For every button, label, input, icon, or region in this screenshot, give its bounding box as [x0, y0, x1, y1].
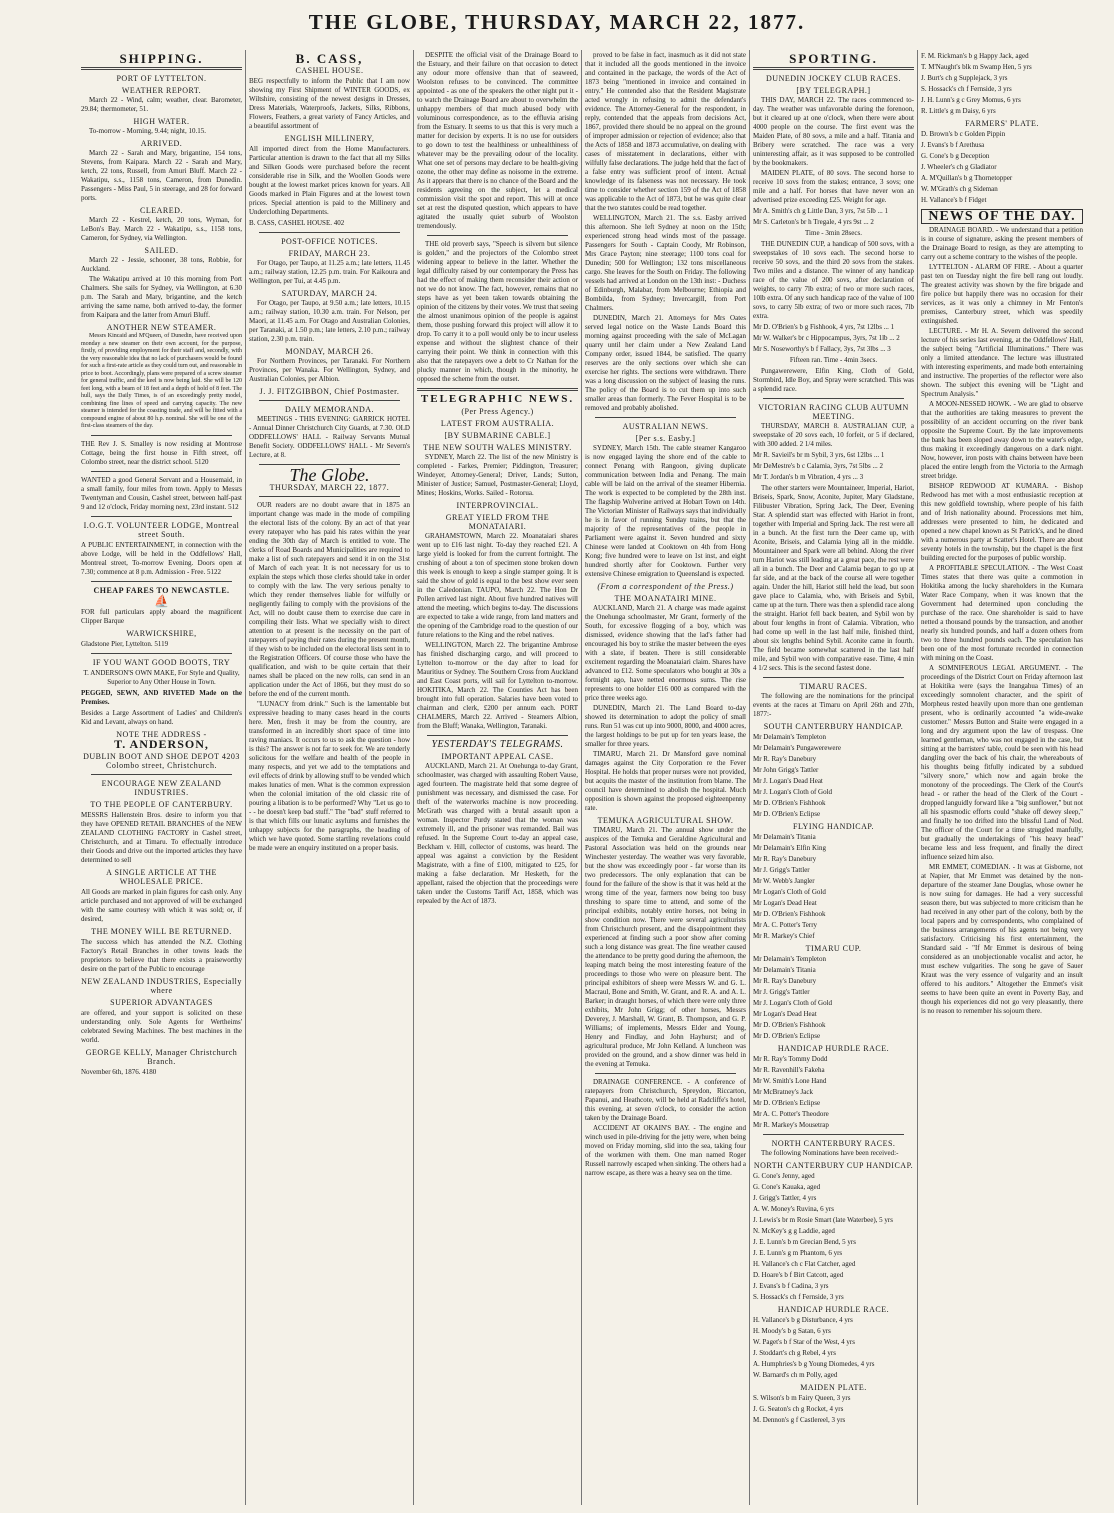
lunacy-article: "LUNACY from drink." Such is the lamentable but expressive heading to many cases heard in the courts here. Men, fresh it may be from the country, are transformed in an incredibly short space of time into raving maniacs. It occurs to us to ask the question - how is this? The answer is not far to seek for. We are tenderly solicitous for the welfare and health of the people in many respects, and yet we add to the temptations and evil effects of drink by allowing stuff to be vended which makes lunatics of men. What is the common expression when the colonial imitation of the old classic rite of pouring a libation is to be performed? Why "Let us go to - - he doesn't keep bad stuff." The "bad" stuff referred to is that which fills our lunatic asylums and furnishes the unhappy subjects for the paragraphs, the heading of which we have quoted. Some startling revelations could be made were an enquiry instituted on a proper basis. — [249, 700, 410, 852]
single-article: A SINGLE ARTICLE AT THE WHOLESALE PRICE. — [106, 867, 217, 886]
farmers-plate-list — [921, 130, 1083, 205]
cup-scratched: Pungawerewere, Elfin King, Cloth of Gold, Stormbird, Idle Boy, and Spray were scratched. This was a splendid race. — [753, 367, 914, 393]
kelly-date: November 6th, 1876. — [81, 1067, 141, 1076]
north-canterbury-text: The following Nominations have been received:- — [761, 1149, 899, 1157]
list-item: Mr W. Smith's Lone Hand — [753, 1077, 827, 1085]
list-item: Mr W. Webb's Jangler — [753, 877, 815, 885]
moanataiari-heading: THE MOANATAIRI MINE. — [614, 594, 717, 603]
list-item: Mr Delamain's Templeton — [753, 955, 826, 963]
timaru-nominations: The following are the nominations for the principal events at the races at Timaru on April 26th and 27th, 1877:- — [753, 692, 914, 718]
djc-text: THIS DAY, MARCH 22. The races commenced to-day. The weather was unfavorable during the forenoon, but it cleared up at one o'clock, when there were about 4000 people on the course. The first event was the Maiden Plate, of 80 sovs, a mile and a half. Titania and Bribery were scratched. The race was a very uninteresting affair, as it was supposed to be controlled by the bookmakers. — [753, 96, 914, 167]
fares-ship: WARWICKSHIRE, — [126, 628, 197, 638]
list-item: Mr D. O'Brien's Fishhook — [753, 910, 826, 918]
boots-text: T. ANDERSON'S OWN MAKE, For Style and Quality, Superior to Any Other House in Town. — [83, 668, 240, 686]
divider — [91, 516, 232, 517]
list-item: Mr J. Grigg's Tattler — [753, 988, 810, 996]
list-item: Mr John Grigg's Tattler — [753, 766, 819, 774]
fares-addr-line — [81, 640, 242, 649]
result-time: Fifteen ran. Time - 4min 3secs. — [789, 356, 878, 364]
post-mon: For Northern Provinces, per Taranaki. For Northern Provinces, per Wanaka. For Wellington, Sydney, and Australian Colonies, per Albion. — [249, 357, 410, 383]
column-5 — [750, 50, 918, 1505]
sailed-heading: SAILED. — [144, 246, 179, 255]
news-item: MR EMMET, COMEDIAN. - It was at Gisborne, not at Napier, that Mr Emmet was detained by the non-departure of the steamer Jane Douglas, whose owner he is now suing for damages. He had a very successful season there, but was subjected to more criticism than he had received in any other part of the colony, both by the local papers and by correspondents, who complained of the business arrangements of his agents not being very satisfactory. Criticising his first entertainment, the Standard said - "If Mr Emmet is desirous of being considered as an unobjectionable vocalist and actor, he must eschew vulgarities. The song he gave of Sauer Kraut was the very essence of vulgarity and an insult offered to his auditors." Altogether the Emmet's visit seems to have been quite an event in Poverty Bay, and though his experiences did not go very pleasantly, there is no reason to remember his sojourn there. — [921, 863, 1083, 1015]
list-item: N. McKey's g g Laddie, aged — [753, 1227, 835, 1235]
appeal-heading: IMPORTANT APPEAL CASE. — [441, 752, 554, 761]
news-item: LYTTELTON - ALARM OF FIRE. - About a quarter past ten on Tuesday night the fire bell rang out loudly. The greatest activity was shown by the fire brigade and fire police but happily there was no occasion for their services, as it was only a chimney in Mr Fenton's premises, Canterbury street, which was speedily extinguished. — [921, 263, 1083, 325]
boots-text-2: Besides a Large Assortment of Ladies' and Children's Kid and Levant, always on hand. — [81, 708, 242, 726]
list-item: Mr R. Markey's Chief — [753, 932, 815, 940]
divider — [91, 471, 232, 472]
moanataiari-text: AUCKLAND, March 21. A charge was made against the Onehunga schoolmaster, Mr Grant, formerly of the South, for excessive flogging of a boy, which was dismissed, evidence showing that the lad's father had encouraged his boy to strike the master between the eyes with a slate, if beaten. There is still considerable excitement regarding the Moanataiari claim. Shares have advanced to £12. Some speculators who bought at 30s a fortnight ago, have netted enormous sums. The rise represents to one holder £16 000 as compared with the price three weeks ago. — [585, 604, 746, 702]
flying-list — [753, 833, 914, 941]
list-item: J. Evans's b f Arethusa — [921, 141, 985, 149]
vrc-text-2: The other starters were Mountaineer, Imperial, Hariot, Briseis, Spark, Snow, Aconite, Jupiter, Mary Gladstane, Filibuster Vibration, Spring Jack, The Deer, Evening Star. A splendid start was effected with Hariot in front, together with Imperial and Spring Jack. The rest were all in a bunch. At the first turn the Deer came up, with Aconite, Briseis, and Calamia lying all in the middle. Mountaineer and Spark were all behind. Along the river turn Hariot was still leading at a great pace, the rest were all in a bunch. The Deer and Calamia began to go up at far side, and at the back of the course all were together again. Under the hill, Hariot still held the lead, but soon gave place to Calamia, who, with Briseis and Sybil, came up at the turn. There was then a splendid race along the straight. Hariot fell back beaten, and Sybil won by about four lengths in front of Calamia. Vibration, who had come up well in the last half mile, finished third, about six lengths behind Sybil. Aconite came in fourth. The field became somewhat scattered in the last half mile, and Sybil won with comparative ease. Time, 4 min 4 1/2 secs. This is the second fastest done. — [753, 484, 914, 672]
list-item: W. Paget's b f Star of the West, 4 yrs — [753, 1338, 855, 1346]
list-item: Mr R. Ray's Danebury — [753, 855, 817, 863]
news-item: A PROFITABLE SPECULATION. - The West Coast Times states that there was quite a commotion in Hokitika among the lucky shareholders in the Kumara Water Race Company, when it was known that the Government had determined upon concluding the purchase of the race. One shareholder is said to have netted a thousand pounds by the transaction, and another nearly six hundred pounds, and half a dozen others from two to three hundred pounds each. The speculation has been one of the most fortunate recorded in connection with mining on the Coast. — [921, 564, 1083, 662]
timaru-text: TIMARU, March 21. Dr Mansford gave nominal damages against the City Corporation re the Fever Hospital. He holds that proper nurses were not provided, but acquits the master of the institution from blame. The council have determined to abolish the hospital. Much opposition is shown against the proposed eighteenpenny rate. — [585, 750, 746, 812]
list-item: Mr R. Ravenhill's Fakeha — [753, 1066, 825, 1074]
list-item: D. Brown's b c Golden Pippin — [921, 130, 1006, 138]
list-item: Mr R. Ray's Danebury — [753, 977, 817, 985]
masthead-title: THE GLOBE, THURSDAY, MARCH 22, 1877. — [308, 10, 806, 34]
divider — [81, 67, 242, 70]
list-item: G. Cone's b g Deception — [921, 152, 990, 160]
hhr-list — [753, 1316, 914, 1380]
news-of-day-heading: NEWS OF THE DAY. — [921, 209, 1083, 224]
fares-text: FOR full particulars apply aboard the magnificent Clipper Barque — [81, 607, 242, 625]
cass-text: BEG respectfully to inform the Public that I am now showing my First Shipment of WINTER GOODS, ex Wiltshire, consisting of the newest designs in Dresses, Dress Materials, Waterproofs, Jackets, Silks, Ribbons, Flowers, Feathers, a great variety of Fancy Articles, and a beautiful assortment of — [249, 77, 410, 130]
post-fri-heading: FRIDAY, MARCH 23. — [288, 249, 371, 258]
list-item: Mr J. Logan's Cloth of Gold — [753, 788, 833, 796]
dunedin-cup: THE DUNEDIN CUP, a handicap of 500 sovs, with a sweepstakes of 10 sovs each. The second horse to receive 50 sovs, and the third 20 sovs from the stakes. Two miles and a distance. The winner of any handicap race of the value of 200 sovs, after declaration of weights, to carry 7lb extra; of two or more such races, 10lb extra. Of any such handicap race of the value of 100 sovs, to carry 5lb extra; of two or more such races, 7lb extra. — [753, 240, 914, 320]
sch-heading: SOUTH CANTERBURY HANDICAP. — [763, 722, 904, 731]
list-item: M. Dennon's g f Castlereel, 3 yrs — [753, 1416, 846, 1424]
list-item: Mr Delamain's Pungawerewere — [753, 744, 841, 752]
list-item: J. Grigg's Tattler, 4 yrs — [753, 1194, 817, 1202]
latest-heading: LATEST FROM AUSTRALIA. — [440, 419, 555, 428]
postmaster: J. J. FITZGIBBON, Chief Postmaster. — [259, 387, 400, 396]
list-item: W. Barnard's ch m Polly, aged — [753, 1371, 838, 1379]
list-item: Mr Delamain's Templeton — [753, 733, 826, 741]
result-line: Mr S. Carleton's br h Tregale, 4 yrs 9st ... 2 — [753, 218, 874, 226]
divider — [91, 435, 232, 436]
anderson-name: T. ANDERSON, — [114, 736, 209, 751]
encourage-heading: ENCOURAGE NEW ZEALAND INDUSTRIES. — [101, 778, 222, 797]
list-item: J. Wheeler's ch g Gladiator — [921, 163, 997, 171]
list-item: W. M'Grath's ch g Sideman — [921, 185, 998, 193]
divider — [753, 67, 914, 70]
mp-list — [753, 1394, 914, 1425]
flying-heading: FLYING HANDICAP. — [793, 822, 874, 831]
dunedin-2: DUNEDIN, March 21. The Land Board to-day showed its determination to adopt the policy of small runs. Run 51 was cut up into 9000, 8000, and 4000 acres, the largest holdings to be put up for ten years lease, the smaller for three years. — [585, 704, 746, 748]
list-item: J. E. Lunn's b m Grecian Bend, 5 yrs — [753, 1238, 856, 1246]
telegraphic-heading: TELEGRAPHIC NEWS. — [420, 393, 575, 405]
ministry-text: SYDNEY, March 22. The list of the new Ministry is completed - Farkes, Premier; Piddington, Treasurer; Windeyer, Attorney-General; Driver, Lands; Sutton, Minister of Justice; Samuel, Postmaster-General; Lloyd, Mines; Hoskins, Works. Sailed - Rotorua. — [417, 453, 578, 497]
divider — [595, 1073, 736, 1074]
news-item: A MOON-NESSED HOWK. - We are glad to observe that the authorities are taking measures to prevent the possibility of an accident occurring on the river bank opposite the Supreme Court. By the late improvements the bank has been sloped away down to the water's edge, thus making it exceedingly dangerous on a dark night. Now, however, iron posts with chains between have been placed the entire length from the Victoria to the Armagh street bridge. — [921, 400, 1083, 480]
list-item: H. Vallance's b g Disturbance, 4 yrs — [753, 1316, 853, 1324]
result-line: Mr T. Jordan's b m Vibration, 4 yrs ... 3 — [753, 473, 864, 481]
yield-text: GRAHAMSTOWN, March 22. Moanataiari shares went up to £16 last night. To-day they reached £21. A large yield is looked for from the current fortnight. The crushing of about a ton of specimen stone broken down this week is enough to keep a single stamper going. It is said the show of gold is equal to the best show ever seen in the Caledonian. TAUPO, March 22. The Hon Dr Pollen arrived last night. About five hundred natives will attend the meeting, which begins to-day. The discussions are expected to take a wide range, from land matters and the opening of the Cambridge road to the question of our future relations to the King and the rebel natives. — [417, 532, 578, 639]
kelly-date-line — [81, 1068, 242, 1077]
list-item: G. Cone's Jenny, aged — [753, 1172, 815, 1180]
cass-text-2: All imported direct from the Home Manufacturers. Particular attention is drawn to the fact that all my Silks and Silken Goods were purchased before the recent considerable rise in Silk, and the Woollen Goods were bought at the lowest market prices known for years. All Goods marked in Plain Figures and at the lowest town prices. Special attention is paid to the Millinery and Underclothing Departments. — [249, 145, 410, 216]
list-item: Mr R. Markey's Mousetrap — [753, 1121, 829, 1129]
result-line: Mr DeMestre's b c Calamia, 3yrs, 7st 5lbs ... 2 — [753, 462, 883, 470]
list-item: Mr D. O'Brien's Eclipse — [753, 1099, 821, 1107]
list-item: J. H. Lunn's g c Grey Momus, 6 yrs — [921, 96, 1021, 104]
vrc-heading: VICTORIAN RACING CLUB AUTUMN MEETING. — [758, 403, 909, 421]
interprovincial-heading: INTERPROVINCIAL. — [456, 501, 539, 510]
ad-number: 512 — [228, 502, 239, 511]
list-item: A. W. Money's Ruvina, 6 yrs — [753, 1205, 834, 1213]
list-item: A. M'Quillan's b g Thornetopper — [921, 174, 1013, 182]
wanted-text: WANTED a good General Servant and a Housemaid, in a small family, four miles from town. Apply to Messrs Twentyman and Cousin, Cashel street, between half-past 9 and 12 o'clock, Friday morning next, 23rd instant. — [81, 475, 242, 511]
djc-heading: DUNEDIN JOCKEY CLUB RACES. — [766, 74, 901, 83]
post-heading: POST-OFFICE NOTICES. — [281, 237, 378, 246]
people-text-3: The success which has attended the N.Z. Clothing Factory's Retail Branches in other towns leads the proprietors to believe that there exists a praiseworthy desire on the part of the Public to encourage — [81, 937, 242, 973]
wanted-ad — [81, 476, 242, 512]
result-line: Mr D. O'Brien's b g Fishhook, 4 yrs, 7st 12lbs ... 1 — [753, 323, 895, 331]
pegged-text: PEGGED, SEWN, AND RIVETED Made on the Premises. — [81, 688, 242, 706]
weather-text: March 22 - Wind, calm; weather, clear. Barometer, 29.84; thermometer, 51. — [81, 96, 242, 113]
people-text-4: are offered, and your support is solicited on these understanding only. Sole Agents for Wertheims' celebrated Sewing Machines. The best machines in the world. — [81, 1008, 242, 1044]
speech-article: THE old proverb says, "Speech is silvern but silence is golden," and the projectors of the Colombo street widening appear to believe in the latter. Whether the legal difficulty raised by our contemporary the Press has had the effect of making them reconsider their action or not we do not know. The fact, however, remains that no steps have as yet been taken towards obtaining the opinion of the citizens by their votes. We trust that seeing the almost unanimous opinion of the people is against them, those pushing forward this project will allow it to drop. To carry it to a poll would only be to incur useless expense and without the slightest chance of their carrying their point. We think in connection with this also that the ratepayers owe a debt to Cr Nathan for the plucky manner in which, though in the minority, he opposed the scheme from the outset. — [417, 240, 578, 383]
ministry-heading: THE NEW SOUTH WALES MINISTRY. — [423, 443, 572, 452]
okains-accident: ACCIDENT AT OKAIN'S BAY. - The engine and winch used in pile-driving for the jetty were, when being moved on Friday morning, slid into the sea, taking four of the workmen with them. One man named Roger Russell narrowly escaped when sinking. The others had a narrow escape, as there was a heavy sea on the time. — [585, 1124, 746, 1177]
anderson-address: DUBLIN BOOT AND SHOE DEPOT 4203 Colombo street, Christchurch. — [83, 751, 240, 770]
boots-heading: IF YOU WANT GOOD BOOTS, TRY — [92, 657, 231, 667]
divider — [259, 400, 400, 401]
ship-icon: ⛵ — [154, 593, 169, 608]
list-item: Mr Delamain's Elfin King — [753, 844, 826, 852]
people-text-2: All Goods are marked in plain figures for cash only. Any article purchased and not approved of will be exchanged with the same courtesy with which it was sold; or, if desired, — [81, 887, 242, 923]
high-water-heading: HIGH WATER. — [133, 117, 190, 126]
continued-list — [921, 52, 1083, 116]
list-item: S. Hossack's ch f Fernside, 3 yrs — [753, 1293, 844, 1301]
fares-heading: CHEAP FARES TO NEWCASTLE. — [93, 585, 230, 595]
sailed-text: March 22 - Jessie, schooner, 38 tons, Robbie, for Auckland. — [81, 256, 242, 273]
list-item: Mr A. C. Potter's Terry — [753, 921, 818, 929]
millinery: ENGLISH MILLINERY, — [284, 134, 375, 143]
telegraph-sub: [BY TELEGRAPH.] — [796, 86, 871, 95]
maiden-plate: MAIDEN PLATE, of 80 sovs. The second horse to receive 10 sovs from the stakes; entrance, 3 sovs; one mile and a half. For horses that have never won an advertised prize exceeding £25. Weight for age. — [753, 169, 914, 204]
timaru-cup-list — [753, 955, 914, 1041]
divider — [91, 774, 232, 775]
list-item: G. Cone's Kauaka, aged — [753, 1183, 821, 1191]
port-heading: PORT OF LYTTELTON. — [116, 74, 207, 83]
news-item: A SOMNIFEROUS LEGAL ARGUMENT. - The proceedings of the District Court on Friday afternoon last at Hokitika were (says the Inangahua Times) of an exceedingly somnolent character, and the spirit of Morpheus rested heavily upon more than one gentleman present, who is ordinarily accounted "a wide-awake customer." Messrs Button and Staite were engaged in a long and dry argument upon the law of trespass. One learned gentleman, who was not engaged in the case, but sitting at the barristers' table, could be seen with his head dangling over the back of his chair, the whereabouts of his thoughts being fitfully indicated by a subdued "silvery snore," which now and again broke the monotony of the proceedings. The Clerk of the Court's head - or rather the head of the Clerk of the Court - dropped languidly forward like a "big sunflower," but not all his spasmodic efforts could "shake off dewey sleep," and finally he too drifted into the blissful Land of Nod. The officer of the Court for a time struggled manfully, but gradually the undertakings of "his heavy head" became less and less frequent, and finally the direct influence seized him also. — [921, 664, 1083, 861]
post-fri: For Otago, per Taupo, at 11.25 a.m.; late letters, 11.45 a.m.; railway station, 12.25 p.m. train. For Kaikoura and Wellington, per Tui, at 4.45 p.m. — [249, 259, 410, 285]
note-heading: NOTE THE ADDRESS - — [116, 729, 207, 739]
list-item: Mr A. C. Potter's Theodore — [753, 1110, 829, 1118]
memo-heading: DAILY MEMORANDA. — [284, 405, 375, 414]
result-line: Mr W. Walker's br c Hippocampus, 3yrs, 7st 1lb ... 2 — [753, 334, 900, 342]
list-item: H. Vallance's b f Fidget — [921, 196, 987, 204]
hurdle-heading: HANDICAP HURDLE RACE. — [777, 1044, 890, 1053]
drainage-conference: DRAINAGE CONFERENCE. - A conference of ratepayers from Christchurch, Spreydon, Riccarton, Papanui, and Heathcote, will be held at Radcliffe's hotel, this evening, at seven o'clock, to consider the action taken by the Drainage Board. — [585, 1078, 746, 1122]
shipping-news: The Wakatipu arrived at 10 this morning from Port Chalmers. She sails for Sydney, via Wellington, at 6.30 p.m. The Sarah and Mary, brigantine, and the ketch arriving the same name, both arrived to-day, the former from Kaipara and the latter from Amuri Bluff. — [81, 275, 242, 319]
divider — [427, 235, 568, 236]
people-heading: TO THE PEOPLE OF CANTERBURY. — [90, 799, 233, 809]
column-1 — [78, 50, 246, 1505]
wellington-2: WELLINGTON, March 21. The s.s. Easby arrived this afternoon. She left Sydney at noon on the 15th; experienced strong head winds most of the passage. Passengers for South - Captain Coody, Mr Robinson, Mrs Grace Payton; nine steerage; 1100 tons coal for Dunedin; 500 for Wellington; 132 tons miscellaneous cargo. She leaves for the South on Friday. The following vessels had arrived at London on the 13th inst: - Duchess of Edinburgh, Malabar, from Melbourne; Ethiopia and Bombilda, from Sydney; Invercargill, from Port Chalmers. — [585, 214, 746, 312]
cass-heading: B. CASS, — [295, 51, 364, 66]
ad-number: 5119 — [154, 639, 169, 648]
list-item: F. M. Rickman's b g Happy Jack, aged — [921, 52, 1029, 60]
wellington-text: WELLINGTON, March 22. The brigantine Ambrose has finished discharging cargo, and will proceed to Lyttelton to-morrow or the day after to load for Mauritius or Sydney. The Southern Cross from Auckland and East Coast ports, will sail for Lyttelton to-morrow. HOKITIKA, March 22. The Counties Act has been brought into full operation. Salaries have been voted to chairman and clerk, £200 per annum each. PORT CHALMERS, March 22. Arrived - Steamers Albion, from the Bluff; Wanaka, Wellington, Taranaki. — [417, 641, 578, 730]
ncc-list — [753, 1172, 914, 1302]
list-item: T. M'Naught's blk m Swamp Hen, 5 yrs — [921, 63, 1032, 71]
temuka-heading: TEMUKA AGRICULTURAL SHOW. — [597, 816, 734, 825]
hurdle-list — [753, 1055, 914, 1130]
list-item: Mr D. O'Brien's Eclipse — [753, 810, 821, 818]
telegraphic-sub: (Per Press Agency.) — [461, 407, 534, 416]
ad-number: 5120 — [194, 457, 209, 466]
memo-text: MEETINGS - THIS EVENING: GARRICK HOTEL - Annual Dinner Christchurch City Guards, at 7.30. OLD ODDFELLOWS' HALL - Railway Servants Mutual Benefit Society. ODDFELLOWS' HALL - Mr Severn's Lecture, at 8. — [249, 415, 410, 459]
masthead — [0, 0, 1114, 44]
divider — [427, 735, 568, 736]
list-item: Mr R. Ray's Tommy Dodd — [753, 1055, 828, 1063]
list-item: J. Burt's ch g Supplejack, 3 yrs — [921, 74, 1008, 82]
weather-heading: WEATHER REPORT. — [121, 86, 202, 95]
list-item: Mr Logan's Cloth of Gold — [753, 888, 826, 896]
farmers-plate-heading: FARMERS' PLATE. — [965, 119, 1039, 128]
news-item: BISHOP REDWOOD AT KUMARA. - Bishop Redwood has met with a most enthusiastic reception at this new goldfield township, where people of his faith and of Irish nationality abound. Processions met him, addresses were presented to him, he dedicated and opened a new chapel known as St Patrick's, and he dined with a numerous party at Scatter's Hotel. There are about seventy hotels in the township, but the chapel is the first building erected for the purposes of public worship. — [921, 482, 1083, 562]
fares-address: Gladstone Pier, Lyttelton. — [81, 639, 153, 648]
list-item: R. Little's g m Daisy, 6 yrs — [921, 107, 996, 115]
list-item: Mr J. Logan's Cloth of Gold — [753, 999, 833, 1007]
people-text: MESSRS Hallenstein Bros. desire to inform you that they have OPENED RETAIL BRANCHES of the NEW ZEALAND CLOTHING FACTORY in Cashel street, Christchurch, and at Timaru. To effectually introduce their Goods and drive out the imported articles they have determined to sell — [81, 810, 242, 864]
sch-list — [753, 733, 914, 819]
result-time: Time - 3min 28secs. — [805, 229, 862, 237]
iogt-text: A PUBLIC ENTERTAINMENT, in connection with the above Lodge, will be held in the Oddfellows' Hall, Montreal street, To-morrow Evening. Doors open at 7.30; commence at 8 p.m. Admission - Free. — [81, 540, 242, 576]
drainage-article: DESPITE the official visit of the Drainage Board to the Estuary, and their failure on that occasion to detect any odour more offensive than that of seaweed, Woolston refuses to be convinced. The committee appointed - as one of the speakers the other night put it - to watch the Drainage Board are about to overwhelm the unhappy members of that much abused body with voluminous correspondence, as to the effluvia arising from the Estuary. It seems to us that this is very much a matter for decision by experts. It is no use for outsiders to go down to test the healthiness or unhealthiness of whatever may be the prevailing odour of the locality. What one set of persons may declare to be health-giving ozone, the other may define as noisome in the extreme. As it appears that there is no chance of the Board and the residents agreeing on the subject, let a medical commission visit the spot and report. This will at once set at rest the disputed question, which appears to have agitated the usually quiet suburb of Woolston tremendously. — [417, 51, 578, 230]
divider — [91, 653, 232, 654]
column-2 — [246, 50, 414, 1505]
nz-industries: NEW ZEALAND INDUSTRIES, Especially where — [81, 976, 242, 995]
divider — [595, 417, 736, 418]
divider — [259, 496, 400, 497]
divider — [91, 581, 232, 582]
shipping-heading: SHIPPING. — [119, 51, 204, 66]
cass-subheading: CASHEL HOUSE. — [295, 66, 364, 75]
list-item: Mr R. Ray's Danebury — [753, 755, 817, 763]
temuka-text: TIMARU, March 21. The annual show under the auspices of the Temuka and Geraldine Agricultural and Pastoral Association was held on the grounds near Winchester yesterday. The weather was very favorable, but the show was exceedingly poor - far worse than its two predecessors. The only explanation that can be found for the failure of the show is that it was held at the wrong time of the year, farmers now being too busy threshing to spare time to attend, and some of the principal exhibits, notably entire horses, not being in show condition now. There were several agriculturists from Christchurch present, and the disappointment they experienced at finding such a poor show after coming such a long distance was great. The fine weather caused the attendance to be pretty good during the afternoon, the leaping match being the most interesting feature of the proceedings to those who were on pleasure bent. The principal exhibitors of sheep were Messrs W. and G. L. Macraul, Bone and Smith, W. Grant, and R. A. and A. L. Barker; in draught horses, of which there were only three exhibits, Mr John Grigg; of other horses, Messrs Deverey, J. Marshall, W. Grant, B. Thompson, and G. P. Williams; of implements, Messrs Elder and Young, Henry and Findlay, and John Hayhurst; and of agricultural produce, Mr John Kelland. A luncheon was provided on the ground, and a show dinner was held in the evening at Temuka. — [585, 826, 746, 1068]
list-item: J. G. Seaton's ch g Rocket, 4 yrs — [753, 1405, 844, 1413]
list-item: Mr D. O'Brien's Fishhook — [753, 799, 826, 807]
post-mon-heading: MONDAY, MARCH 26. — [285, 347, 374, 356]
post-sat: For Otago, per Taupo, at 9.50 a.m.; late letters, 10.15 a.m.; railway station, 10.30 a.m. train. For Nelson, per Maori, at 11.45 a.m. For Otago and Australian Colonies, per Taranaki, at 1.50 p.m.; late letters, 2.10 p.m.; railway station, 2.30 p.m. train. — [249, 299, 410, 343]
high-water-text: To-morrow - Morning, 9.44; night, 10.15. — [89, 127, 206, 135]
list-item: J. Evans's b f Cadina, 3 yrs — [753, 1282, 829, 1290]
timaru-heading: TIMARU RACES. — [799, 682, 868, 691]
news-item: DRAINAGE BOARD. - We understand that a petition is in course of signature, asking the present members of the Drainage Board to resign, as they are attempting to carry out a scheme contrary to the wishes of the people. — [921, 226, 1083, 261]
list-item: J. E. Lunn's g m Phantom, 6 yrs — [753, 1249, 843, 1257]
divider — [763, 677, 904, 678]
arrived-text: March 22 - Sarah and Mary, brigantine, 154 tons, Stevens, from Kaipara. March 22 - Sarah and Mary, ketch, 22 tons, Russell, from Amuri Bluff. March 22 - Wakatipu, s.s., 1158 tons, Cameron, from Dunedin. Passengers - Miss Paul, 5 in steerage, and 28 for forward ports. — [81, 149, 242, 202]
list-item: J. Lewis's br m Rosie Smart (late Waterbee), 5 yrs — [753, 1216, 893, 1224]
list-item: Mr J. Grigg's Tattler — [753, 866, 810, 874]
result-line: Mr R. Savieil's br m Sybil, 3 yrs, 6st 12lbs ... 1 — [753, 451, 885, 459]
list-item: Mr McBratney's Jack — [753, 1088, 813, 1096]
column-4 — [582, 50, 750, 1505]
page-columns — [78, 50, 1088, 1505]
news-item: LECTURE. - Mr H. A. Severn delivered the second lecture of his series last evening, at the Oddfellows' Hall, the subject being "Artificial Illuminations." There was only a limited attendance. The lecture was illustrated with interesting experiments, and made both entertaining and instructive. The properties of the reflector were also shown. The subject this evening will be "Light and Spectrum Analysis." — [921, 327, 1083, 398]
cleared-heading: CLEARED. — [140, 206, 183, 215]
kelly-sign: GEORGE KELLY, Manager Christchurch Branch. — [85, 1047, 238, 1066]
mp-heading: MAIDEN PLATE. — [800, 1383, 867, 1392]
australian-sub: [Per s.s. Easby.] — [635, 434, 696, 443]
correspondent: (From a correspondent of the Press.) — [597, 582, 734, 591]
dateline: THURSDAY, MARCH 22, 1877. — [269, 483, 390, 492]
list-item: Mr D. O'Brien's Eclipse — [753, 1032, 821, 1040]
list-item: S. Wilson's b m Fairy Queen, 3 yrs — [753, 1394, 851, 1402]
north-canterbury-heading: NORTH CANTERBURY RACES. — [771, 1139, 896, 1148]
cass-foot: B. CASS, CASHEL HOUSE. — [249, 219, 332, 227]
smalley-text: THE Rev J. S. Smalley is now residing at Montrose Cottage, being the first house in Fifth street, off Colombo street, near the district school. — [81, 439, 242, 466]
iogt-ad — [81, 541, 242, 577]
smalley-notice — [81, 440, 242, 467]
steamer-text: Messrs Kincaid and M'Queen, of Dunedin, have received upon monday a new steamer on their own account, for the purpose, firstly, of providing employment for their staff and, secondly, with the very reasonable idea that no lack of purchasers would be found for such a first-rate article as they could turn out, and reasonable in price to boot. Accordingly, plans were prepared of a screw steamer for general traffic, and the keel is now being laid. She will be 120 feet long, with a beam of 18 feet and a depth of hold of 8 feet. The hull, says the Daily Times, is of an exceedingly pretty model, combining fine lines of speed and carrying capacity. The new steamer is intended for the coasting trade, and will be fitted with a compound engine of about 80 h.p. nominal. She will be one of the first-class steamers of the day. — [81, 333, 242, 429]
list-item: H. Vallance's ch c Flat Catcher, aged — [753, 1260, 856, 1268]
steamer-heading: ANOTHER NEW STEAMER. — [106, 323, 217, 332]
result-line: Mr A. Smith's ch g Little Dan, 3 yrs, 7st 5lb ... 1 — [753, 207, 889, 215]
list-item: H. Moody's b g Satan, 6 yrs — [753, 1327, 831, 1335]
superior-advantages: SUPERIOR ADVANTAGES — [110, 997, 213, 1007]
list-item: Mr J. Logan's Dead Heat — [753, 777, 823, 785]
sporting-heading: SPORTING. — [789, 51, 878, 66]
timaru-cup-heading: TIMARU CUP. — [805, 944, 862, 953]
post-sat-heading: SATURDAY, MARCH 24. — [281, 289, 378, 298]
australian-text: SYDNEY, March 15th. The cable steamer Kangaroo is now engaged laying the shore end of the cable to connect Penang with Rangoon, giving duplicate communication between India and Penang. The main cable will be laid on the arrival of the steamer Hibernia. The work is expected to be completed by the 28th inst. The flagship Wolverine arrived at Hobart Town on 14th. The Victorian Minister of Railways says that individually he is in favor of running Sunday trains, but that the majority of the representatives of the people in Parliament were against it. Seven hundred and sixty Chinese were landed at Cooktown on 4th from Hong Kong; five hundred were to leave on 1st inst, and eight hundred shortly after for Cooktown. Further very extensive Chinese emigration to Queensland is expected. — [585, 444, 747, 578]
yield-heading: GREAT YIELD FROM THE MONATAIARI. — [445, 513, 550, 531]
divider — [763, 398, 904, 399]
vrc-text: THURSDAY, MARCH 8. AUSTRALIAN CUP, a sweepstake of 20 sovs each, 10 forfeit, or 5 if declared, with 300 added. 2 1/4 miles. — [753, 422, 914, 448]
list-item: Mr Logan's Dead Heat — [753, 1010, 817, 1018]
hhr-heading: HANDICAP HURDLE RACE. — [777, 1305, 890, 1314]
leader-article: OUR readers are no doubt aware that in 1875 an important change was made in the mode of compiling the electoral lists of the colony. By an act of that year every ratepayer who has paid his rates within the year ending the 30th day of March is entitled to vote. The clerks of Road Boards and Municipalities are required to make a list of such ratepayers and send it in on the 31st of March of each year. It is not necessary for us to explain the steps which those clerks should take in order to comply with the law. The very serious penalty to which they render themselves liable for wilfully or negligently failing to comply with the provisions of the Act, will no doubt cause them to exercise due care in compiling their lists. What we specially wish to direct attention to at present is the necessity on the part of ratepayers of paying their rates during the present month, if they wish to be included on the electoral lists sent in to the Registration Officers. Of course those who have the qualification, and wish to be quite certain that their names shall be placed on the new rolls, can send in an application under the Act of 1866, but they must do so before the end of the current month. — [249, 501, 410, 698]
column-3 — [414, 50, 582, 1505]
iogt-heading: I.O.G.T. VOLUNTEER LODGE, Montreal street South. — [83, 520, 240, 539]
list-item: S. Hossack's ch f Fernside, 3 yrs — [921, 85, 1012, 93]
divider — [417, 388, 578, 391]
ad-number: 4180 — [142, 1067, 157, 1076]
column-6 — [918, 50, 1086, 1505]
ncc-heading: NORTH CANTERBURY CUP HANDICAP. — [753, 1161, 914, 1170]
ad-number: 402 — [333, 219, 345, 227]
list-item: Mr Logan's Dead Heat — [753, 899, 817, 907]
money-returned: THE MONEY WILL BE RETURNED. — [91, 926, 232, 936]
result-line: Mr S. Noseworthy's b f Fallacy, 3ys, 7st 3lbs ... 3 — [753, 345, 891, 353]
list-item: Mr Delamain's Titania — [753, 833, 816, 841]
list-item: Mr Delamain's Titania — [753, 966, 816, 974]
divider — [763, 1134, 904, 1135]
dunedin-text: DUNEDIN, March 21. Attorneys for Mrs Oates served legal notice on the Waste Lands Board this morning against proceeding with the sale of McLagan quarry until her claim under a New Zealand Land Company order, issued 1844, be satisfied. The quarry reserves are the only sections over which she can exercise her rights. The sections were withdrawn. There was a long discussion on the subject of leasing the runs. The policy of the Board is to cut them up into such smaller areas than formerly. The Fever Hospital is to be removed and probably abolished. — [585, 314, 746, 412]
australian-heading: AUSTRALIAN NEWS. — [622, 422, 709, 431]
yesterday-heading: YESTERDAY'S TELEGRAMS. — [431, 739, 564, 750]
divider — [259, 232, 400, 233]
arrived-heading: ARRIVED. — [140, 139, 183, 148]
cass-footer — [249, 219, 410, 228]
cleared-text: March 22 - Kestrel, ketch, 20 tons, Wyman, for LeBon's Bay. March 22 - Wakatipu, s.s., 1158 tons, Cameron, for Sydney, via Wellington. — [81, 216, 242, 242]
globe-logo: The Globe. — [289, 465, 370, 485]
list-item: D. Hoare's b f Birt Catcott, aged — [753, 1271, 844, 1279]
list-item: Mr D. O'Brien's Fishhook — [753, 1021, 826, 1029]
list-item: A. Humphries's b g Young Diomedes, 4 yrs — [753, 1360, 875, 1368]
proof-text: proved to be false in fact, inasmuch as it did not state that it included all the goods mentioned in the invoice and contained in the package, the words of the Act of 1873 being "mentioned in invoice and contained in entry." He contended also that the Resident Magistrate acted wrongly in refusing to admit the defendant's evidence. The Attorney-General for the respondent, in reply, contended that the appeals from decisions Act, 1867, provided there should be no appeal on the ground of improper admission or rejection of evidence; also that the Acts of 1858 and 1873 accumulative, on dealing with cases of misstatement in declarations, either with wilfully false declarations. The judge held that the fact of a false entry was sufficient proof of intent. Actual knowledge of its falseness was not necessary. He took time to consider whether section 159 of the Act of 1858 was applicable to the Act of 1873, but he was quite clear that the two statutes could be read together. — [585, 51, 746, 212]
cable-sub: [BY SUBMARINE CABLE.] — [444, 431, 551, 440]
ad-number: 5122 — [206, 567, 221, 576]
list-item: J. Stoddart's ch g Rebel, 4 yrs — [753, 1349, 836, 1357]
appeal-text: AUCKLAND, March 21. At Onehunga to-day Grant, schoolmaster, was charged with assaulting Robert Vause, aged fourteen. The magistrate held that some degree of punishment was necessary, and dismissed the case. For theft of the waterworks machine is now proceeding. McGrath was charged with a brutal assault upon a woman. Inspector Purdy stated that the woman was extremely ill, and the prisoner was remanded. Bail was refused. In the Supreme Court to-day an appeal case, Beckham v. Hill, collector of customs, was heard. The appeal was against a conviction by the Resident Magistrate, with a fine of £100, mitigated to £25, for making a false declaration. Mr Hesketh, for the appellant, raised the objection that the proceedings were taken under the Customs Tariff Act, 1858, which was repealed by the Act of 1873. — [417, 762, 578, 905]
